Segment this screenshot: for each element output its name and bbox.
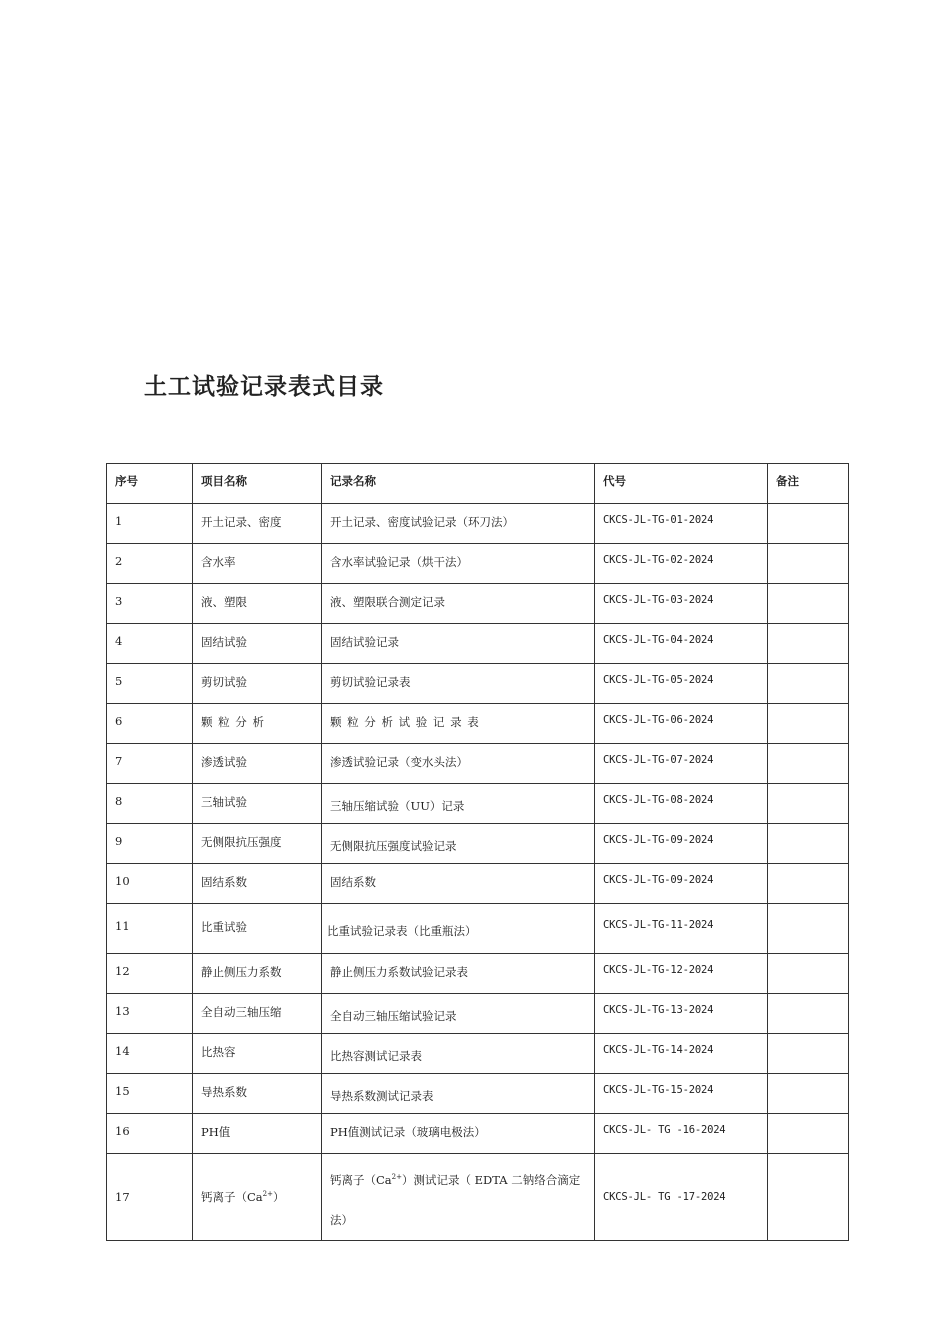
cell-no: 5 (107, 664, 193, 704)
cell-record: 开土记录、密度试验记录（环刀法） (322, 504, 595, 544)
cell-item: 静止侧压力系数 (193, 954, 322, 994)
cell-item: 开土记录、密度 (193, 504, 322, 544)
cell-code: CKCS-JL-TG-09-2024 (595, 824, 768, 864)
cell-no: 14 (107, 1034, 193, 1074)
cell-no: 1 (107, 504, 193, 544)
table-header-row (107, 464, 849, 504)
table-row (107, 584, 849, 624)
cell-no: 6 (107, 704, 193, 744)
cell-item: 含水率 (193, 544, 322, 584)
cell-item: 比热容 (193, 1034, 322, 1074)
cell-item: 导热系数 (193, 1074, 322, 1114)
cell-record: 固结试验记录 (322, 624, 595, 664)
cell-item: 固结系数 (193, 864, 322, 904)
cell-code: CKCS-JL-TG-06-2024 (595, 704, 768, 744)
table-row (107, 1114, 849, 1154)
cell-record: 比热容测试记录表 (322, 1034, 595, 1074)
cell-record: 静止侧压力系数试验记录表 (322, 954, 595, 994)
table-row (107, 864, 849, 904)
cell-code: CKCS-JL-TG-14-2024 (595, 1034, 768, 1074)
cell-record: 固结系数 (322, 864, 595, 904)
cell-note (768, 584, 849, 624)
cell-note (768, 864, 849, 904)
cell-record: 颗 粒 分 析 试 验 记 录 表 (322, 704, 595, 744)
table-row (107, 994, 849, 1034)
cell-record: 含水率试验记录（烘干法） (322, 544, 595, 584)
header-note: 备注 (768, 464, 849, 504)
cell-note (768, 624, 849, 664)
record-text-pre: 钙离子（Ca (330, 1173, 392, 1187)
table-row (107, 904, 849, 954)
item-superscript: 2+ (262, 1190, 273, 1199)
table-row (107, 744, 849, 784)
cell-no: 12 (107, 954, 193, 994)
header-no: 序号 (107, 464, 193, 504)
cell-code: CKCS-JL-TG-05-2024 (595, 664, 768, 704)
cell-code: CKCS-JL-TG-08-2024 (595, 784, 768, 824)
cell-note (768, 1034, 849, 1074)
cell-record: 比重试验记录表（比重瓶法） (322, 904, 595, 954)
table-row (107, 624, 849, 664)
cell-no: 4 (107, 624, 193, 664)
cell-item: 无侧限抗压强度 (193, 824, 322, 864)
cell-note (768, 704, 849, 744)
cell-no: 15 (107, 1074, 193, 1114)
record-text-line1: ）测试记录（ EDTA 二钠络合滴定 (401, 1173, 581, 1187)
cell-note (768, 744, 849, 784)
cell-no: 8 (107, 784, 193, 824)
cell-record: 剪切试验记录表 (322, 664, 595, 704)
cell-no: 11 (107, 904, 193, 954)
cell-note (768, 1114, 849, 1154)
cell-note (768, 1074, 849, 1114)
cell-item: 全自动三轴压缩 (193, 994, 322, 1034)
cell-item: 颗 粒 分 析 (193, 704, 322, 744)
record-superscript: 2+ (391, 1173, 402, 1182)
cell-note (768, 904, 849, 954)
table-row (107, 1154, 849, 1241)
cell-record: 液、塑限联合测定记录 (322, 584, 595, 624)
cell-record (322, 1154, 595, 1241)
cell-item: 三轴试验 (193, 784, 322, 824)
cell-item: 比重试验 (193, 904, 322, 954)
cell-record: 全自动三轴压缩试验记录 (322, 994, 595, 1034)
page-title: 土工试验记录表式目录 (144, 374, 384, 400)
cell-no: 10 (107, 864, 193, 904)
cell-record: 导热系数测试记录表 (322, 1074, 595, 1114)
cell-record: 渗透试验记录（变水头法） (322, 744, 595, 784)
cell-code: CKCS-JL-TG-13-2024 (595, 994, 768, 1034)
cell-no: 3 (107, 584, 193, 624)
cell-note (768, 544, 849, 584)
cell-item: PH值 (193, 1114, 322, 1154)
table-row (107, 544, 849, 584)
cell-no: 2 (107, 544, 193, 584)
table-row (107, 1074, 849, 1114)
cell-code: CKCS-JL-TG-15-2024 (595, 1074, 768, 1114)
cell-code: CKCS-JL-TG-09-2024 (595, 864, 768, 904)
cell-note (768, 994, 849, 1034)
cell-no: 13 (107, 994, 193, 1034)
cell-item: 渗透试验 (193, 744, 322, 784)
cell-note (768, 664, 849, 704)
table-row (107, 504, 849, 544)
cell-item: 剪切试验 (193, 664, 322, 704)
table-row (107, 954, 849, 994)
cell-item: 固结试验 (193, 624, 322, 664)
header-record: 记录名称 (322, 464, 595, 504)
cell-item (193, 1154, 322, 1241)
cell-code: CKCS-JL-TG-07-2024 (595, 744, 768, 784)
cell-note (768, 784, 849, 824)
cell-record: 无侧限抗压强度试验记录 (322, 824, 595, 864)
table-row (107, 824, 849, 864)
cell-code: CKCS-JL-TG-11-2024 (595, 904, 768, 954)
item-text-pre: 钙离子（Ca (201, 1190, 263, 1204)
cell-record: PH值测试记录（玻璃电极法） (322, 1114, 595, 1154)
cell-code: CKCS-JL-TG-03-2024 (595, 584, 768, 624)
header-code: 代号 (595, 464, 768, 504)
record-text-line2: 法） (330, 1213, 353, 1227)
cell-item: 液、塑限 (193, 584, 322, 624)
catalog-table (106, 463, 849, 1241)
table-row (107, 704, 849, 744)
cell-no: 17 (107, 1154, 193, 1241)
table-row (107, 664, 849, 704)
cell-code: CKCS-JL-TG-01-2024 (595, 504, 768, 544)
item-text-post: ） (272, 1190, 285, 1204)
cell-record: 三轴压缩试验（UU）记录 (322, 784, 595, 824)
cell-no: 7 (107, 744, 193, 784)
cell-code: CKCS-JL-TG-12-2024 (595, 954, 768, 994)
cell-no: 16 (107, 1114, 193, 1154)
cell-code: CKCS-JL-TG-02-2024 (595, 544, 768, 584)
cell-code: CKCS-JL-TG-04-2024 (595, 624, 768, 664)
cell-note (768, 954, 849, 994)
table-row (107, 1034, 849, 1074)
header-item: 项目名称 (193, 464, 322, 504)
cell-code: CKCS-JL- TG -16-2024 (595, 1114, 768, 1154)
table-row (107, 784, 849, 824)
cell-note (768, 824, 849, 864)
cell-note (768, 504, 849, 544)
cell-note (768, 1154, 849, 1241)
cell-code: CKCS-JL- TG -17-2024 (595, 1154, 768, 1241)
cell-no: 9 (107, 824, 193, 864)
